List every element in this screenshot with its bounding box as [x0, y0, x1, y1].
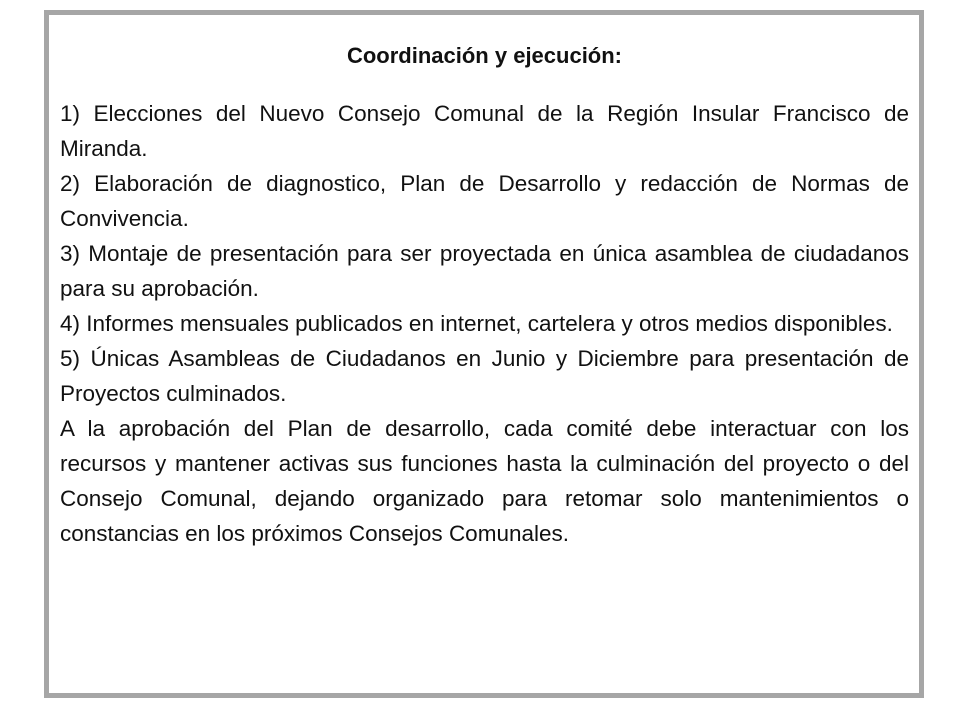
list-item-5: 5) Únicas Asambleas de Ciudadanos en Junio y Diciembre para presentación de Proyectos culminados. [60, 346, 909, 406]
list-item-1: 1) Elecciones del Nuevo Consejo Comunal de la Región Insular Francisco de Miranda. [60, 101, 909, 161]
list-item-4: 4) Informes mensuales publicados en internet, cartelera y otros medios disponibles. [60, 311, 893, 336]
document-body [49, 15, 919, 693]
closing-paragraph: A la aprobación del Plan de desarrollo, cada comité debe interactuar con los recursos y mantener activas sus funciones hasta la culminación del proyecto o del Consejo Comunal, dejando organizado para retomar solo mantenimientos o constancias en los próximos Consejos Comunales. [60, 416, 909, 546]
document-frame [44, 10, 924, 698]
list-item-2: 2) Elaboración de diagnostico, Plan de Desarrollo y redacción de Normas de Convivencia. [60, 171, 909, 231]
document-title: Coordinación y ejecución: [346, 43, 623, 68]
list-item-3: 3) Montaje de presentación para ser proyectada en única asamblea de ciudadanos para su aprobación. [60, 241, 909, 301]
